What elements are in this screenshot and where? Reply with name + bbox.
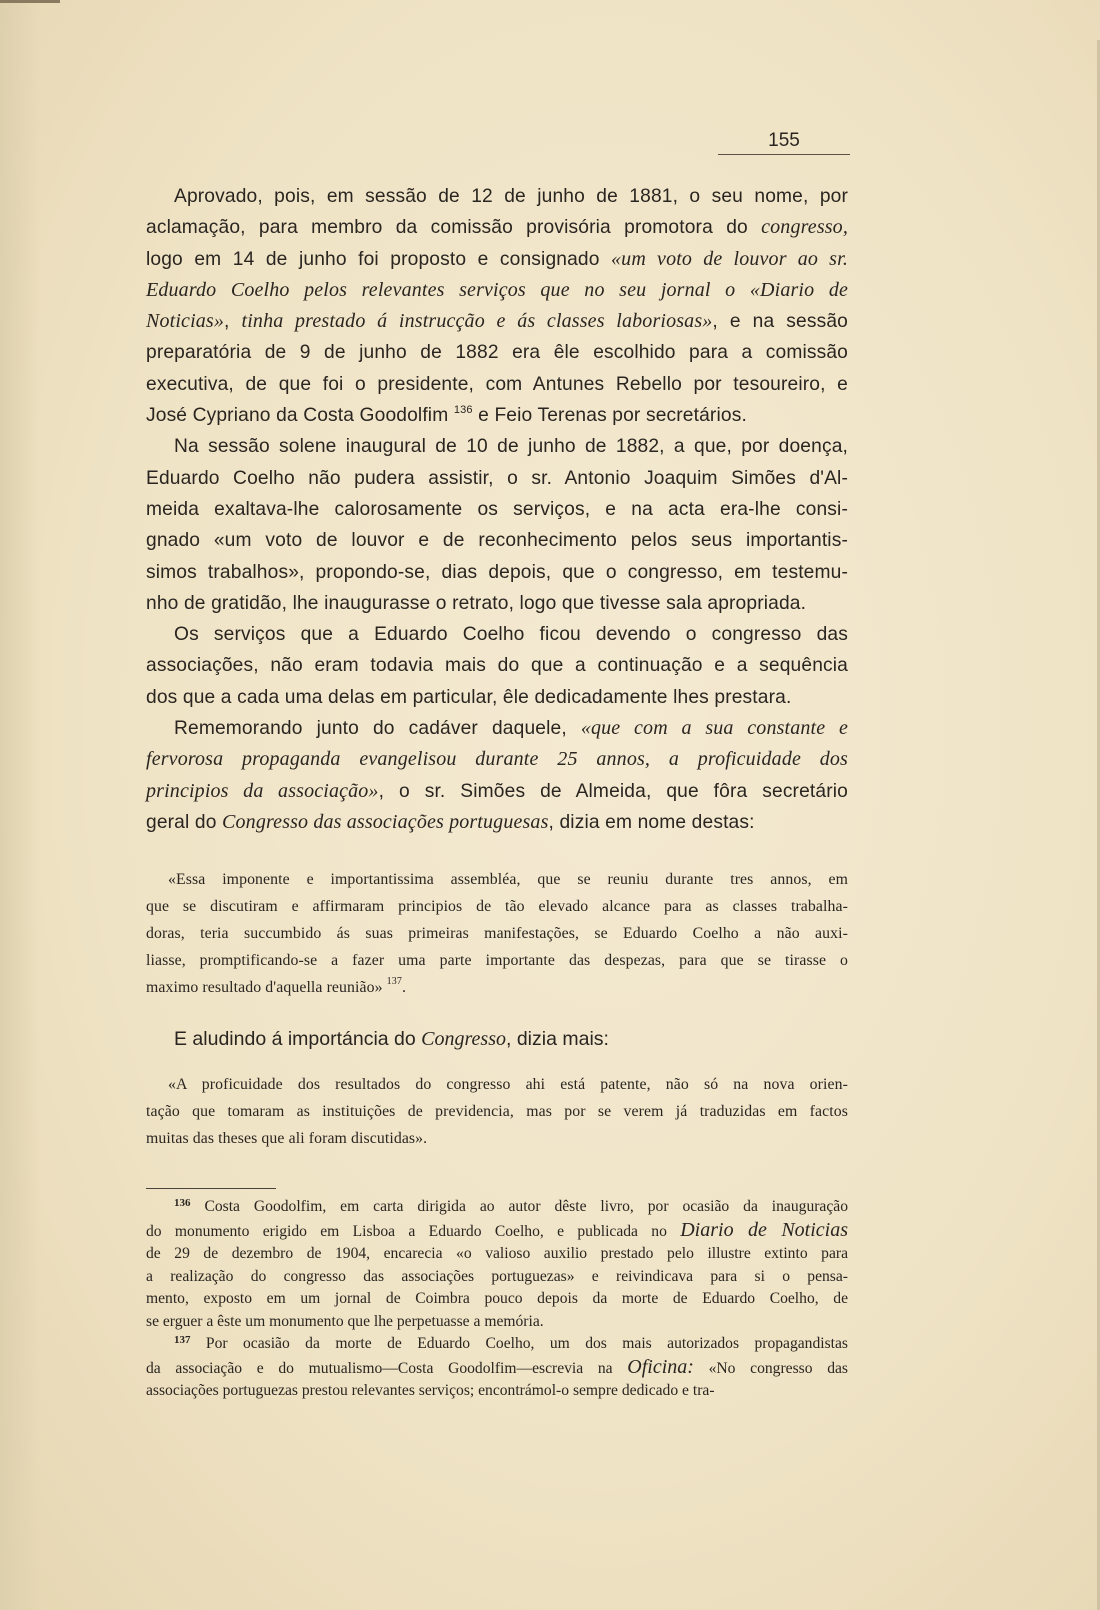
text-line bbox=[146, 682, 848, 713]
footnote bbox=[146, 1333, 848, 1403]
text-run: da associação e do mutualismo—Costa Goodolfim—escrevia na bbox=[146, 1359, 628, 1377]
page-header bbox=[718, 130, 850, 155]
quote-intro bbox=[174, 1028, 609, 1051]
italic-run: Congresso das associações portuguesas bbox=[222, 810, 549, 833]
footnotes bbox=[146, 1196, 848, 1403]
text-line bbox=[146, 619, 848, 650]
quote-intro-end: , dizia mais: bbox=[506, 1028, 609, 1050]
text-run: se erguer a êste um monumento que lhe perpetuasse a memória. bbox=[146, 1312, 544, 1330]
page-number: 155 bbox=[768, 130, 800, 151]
italic-run: fervorosa propaganda evangelisou durante 25 annos, a proficuidade dos bbox=[146, 748, 848, 771]
italic-run: congresso, bbox=[761, 216, 848, 239]
block-quote-2 bbox=[146, 1071, 848, 1152]
page-edge-mark bbox=[0, 0, 60, 3]
text-run: , e na sessão bbox=[712, 311, 848, 333]
italic-run: principios da associação» bbox=[146, 779, 379, 802]
text-line bbox=[146, 212, 848, 243]
footnote-line bbox=[146, 1380, 848, 1403]
quote-line bbox=[146, 947, 848, 974]
text-run: Rememorando junto do cadáver daquele, bbox=[174, 718, 581, 740]
text-line bbox=[146, 306, 848, 337]
paragraph bbox=[146, 619, 848, 713]
text-line bbox=[146, 337, 848, 368]
quote-line bbox=[146, 1071, 848, 1098]
quote-line bbox=[146, 1125, 848, 1152]
quote-line bbox=[146, 1098, 848, 1125]
text-run: Por ocasião da morte de Eduardo Coelho, um dos mais autorizados propagandistas bbox=[190, 1335, 848, 1352]
text-run: Na sessão solene inaugural de 10 de junho de 1882, a que, por doença, bbox=[174, 436, 848, 458]
text-line bbox=[146, 650, 848, 681]
footnote-line bbox=[146, 1243, 848, 1266]
quote-end: . bbox=[401, 979, 407, 996]
text-run: simos trabalhos», propondo-se, dias depois, que o congresso, em testemu- bbox=[146, 561, 848, 583]
paragraph bbox=[146, 713, 848, 838]
paragraph bbox=[146, 181, 848, 431]
text-line bbox=[146, 807, 848, 838]
quote-line bbox=[146, 893, 848, 920]
text-line bbox=[146, 431, 848, 462]
footnote-line bbox=[146, 1356, 848, 1381]
text-run: «No congresso das bbox=[693, 1359, 848, 1377]
text-run: Costa Goodolfim, em carta dirigida ao autor dêste livro, por ocasião da inauguração bbox=[190, 1198, 848, 1215]
text-run: executiva, de que foi o presidente, com Antunes Rebello por tesoureiro, e bbox=[146, 373, 848, 395]
quote-text: que se discutiram e affirmaram principios de tão elevado alcance para as classes trabalha- bbox=[146, 898, 848, 915]
text-run: gnado «um voto de louvor e de reconhecimento pelos seus importantis- bbox=[146, 530, 848, 552]
text-run: associações portuguezas prestou relevantes serviços; encontrámol-o sempre dedicado e tra- bbox=[146, 1382, 715, 1399]
italic-run: Eduardo Coelho pelos relevantes serviços que no seu jornal o «Diario de bbox=[146, 278, 848, 301]
text-run: Os serviços que a Eduardo Coelho ficou devendo o congresso das bbox=[174, 624, 848, 646]
text-run: geral do bbox=[146, 811, 223, 833]
quote-text: maximo resultado d'aquella reunião» bbox=[146, 979, 383, 996]
footnote-reference: 137 bbox=[386, 976, 402, 987]
quote-text: muitas das theses que ali foram discutidas». bbox=[146, 1130, 428, 1147]
text-line bbox=[146, 275, 848, 306]
quote-text: «A proficuidade dos resultados do congresso ahi está patente, não só na nova orien- bbox=[168, 1076, 848, 1093]
quote-line bbox=[146, 920, 848, 947]
text-line bbox=[146, 776, 848, 807]
text-line bbox=[146, 713, 848, 744]
text-run: nho de gratidão, lhe inaugurasse o retrato, logo que tivesse sala apropriada. bbox=[146, 592, 807, 614]
text-run: Aprovado, pois, em sessão de 12 de junho de 1881, o seu nome, por bbox=[174, 186, 848, 207]
footnote-number: 137 bbox=[174, 1334, 191, 1346]
quote-text: «Essa imponente e importantissima assembléa, que se reuniu durante tres annos, em bbox=[168, 871, 848, 888]
page-gutter-shadow bbox=[0, 0, 40, 1610]
text-run: meida exaltava-lhe calorosamente os serviços, e na acta era-lhe consi- bbox=[146, 498, 848, 520]
text-run: Eduardo Coelho não pudera assistir, o sr. Antonio Joaquim Simões d'Al- bbox=[146, 467, 848, 489]
footnote bbox=[146, 1196, 848, 1333]
text-run: logo em 14 de junho foi proposto e consignado bbox=[146, 248, 612, 270]
text-run: mento, exposto em um jornal de Coimbra pouco depois da morte de Eduardo Coelho, de bbox=[146, 1290, 848, 1307]
quote-intro-italic: Congresso bbox=[421, 1028, 506, 1050]
italic-run: «que com a sua constante e bbox=[580, 717, 848, 740]
quote-line bbox=[146, 866, 848, 893]
footnote-line bbox=[146, 1311, 848, 1334]
quote-text: doras, teria succumbido ás suas primeiras manifestações, se Eduardo Coelho a não auxi- bbox=[146, 925, 848, 942]
italic-run: «um voto de louvor ao sr. bbox=[611, 247, 848, 270]
text-line bbox=[146, 369, 848, 400]
text-line bbox=[146, 400, 848, 431]
text-line bbox=[146, 244, 848, 275]
quote-line bbox=[146, 974, 848, 1001]
text-run: e Feio Terenas por secretários. bbox=[472, 405, 747, 427]
text-run: do monumento erigido em Lisboa a Eduardo Coelho, e publicada no bbox=[146, 1222, 681, 1240]
text-run: preparatória de 9 de junho de 1882 era êle escolhido para a comissão bbox=[146, 342, 848, 364]
footnote-line bbox=[146, 1266, 848, 1289]
text-line bbox=[146, 588, 848, 619]
text-run: aclamação, para membro da comissão provisória promotora do bbox=[146, 217, 762, 239]
quote-text: liasse, promptificando-se a fazer uma parte importante das despezas, para que se tirasse o bbox=[146, 952, 848, 969]
italic-run: tinha prestado á instrucção e ás classes laboriosas» bbox=[241, 310, 713, 333]
text-run: a realização do congresso das associações portuguezas» e reivindicava para si o pensa- bbox=[146, 1267, 848, 1285]
footnote-line bbox=[146, 1196, 848, 1219]
quote-intro-text: E aludindo á importáncia do bbox=[174, 1028, 422, 1050]
italic-run: Diario de Noticias bbox=[680, 1218, 848, 1241]
footnote-line bbox=[146, 1219, 848, 1244]
text-line bbox=[146, 463, 848, 494]
text-line bbox=[146, 494, 848, 525]
paragraph bbox=[146, 431, 848, 619]
block-quote-1 bbox=[146, 866, 848, 1001]
footnote-separator bbox=[146, 1188, 276, 1189]
text-run: , bbox=[224, 311, 242, 333]
text-run: , o sr. Simões de Almeida, que fôra secretário bbox=[378, 780, 848, 802]
text-line bbox=[146, 557, 848, 588]
text-line bbox=[146, 744, 848, 775]
text-run: associações, não eram todavia mais do que a continuação e a sequência bbox=[146, 655, 848, 677]
footnote-number: 136 bbox=[174, 1197, 191, 1209]
text-run: José Cypriano da Costa Goodolfim bbox=[146, 405, 454, 427]
text-run: , dizia em nome destas: bbox=[548, 811, 755, 833]
text-line bbox=[146, 525, 848, 556]
footnote-line bbox=[146, 1333, 848, 1356]
quote-text: tação que tomaram as instituições de previdencia, mas por se verem já traduzidas em factos bbox=[146, 1103, 848, 1120]
text-run: de 29 de dezembro de 1904, encarecia «o valioso auxilio prestado pelo illustre extinto para bbox=[146, 1245, 848, 1262]
footnote-reference: 136 bbox=[453, 404, 473, 417]
footnote-line bbox=[146, 1288, 848, 1311]
text-run: dos que a cada uma delas em particular, êle dedicadamente lhes prestara. bbox=[146, 686, 792, 708]
italic-run: Noticias» bbox=[146, 310, 225, 333]
text-line bbox=[146, 181, 848, 212]
body-text bbox=[146, 181, 848, 838]
italic-run: Oficina: bbox=[627, 1355, 694, 1378]
